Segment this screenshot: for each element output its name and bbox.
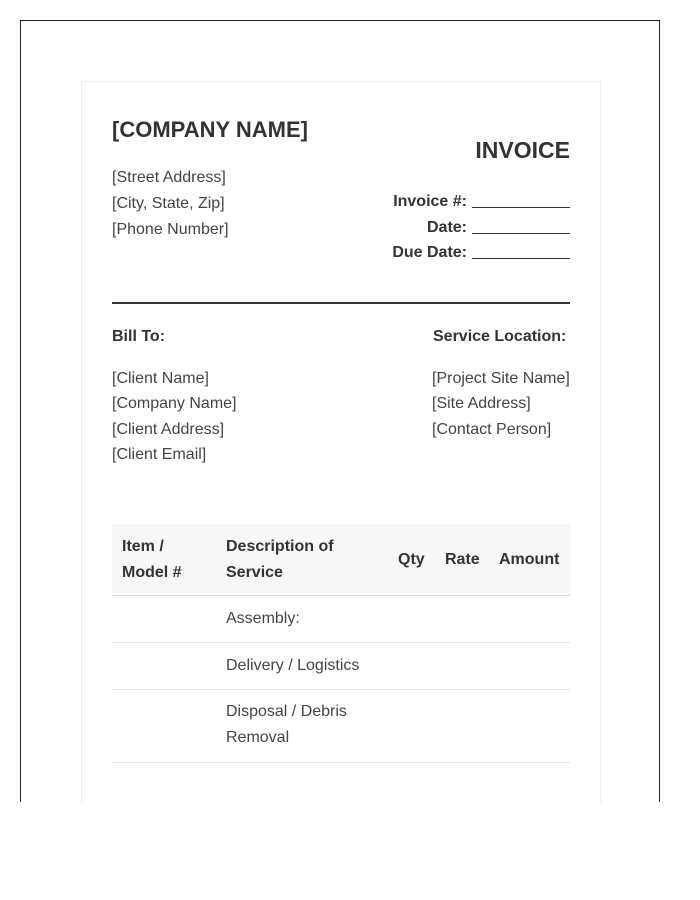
header-item-line1: Item / bbox=[122, 538, 164, 555]
company-street-address: [Street Address] bbox=[112, 169, 226, 186]
row-description bbox=[226, 699, 347, 751]
due-date-row bbox=[392, 244, 570, 262]
row-description: Assembly: bbox=[226, 610, 300, 627]
bill-to-client-email: [Client Email] bbox=[112, 446, 207, 463]
invoice-title: INVOICE bbox=[475, 137, 570, 163]
bill-to-company-name: [Company Name] bbox=[112, 395, 237, 412]
header-description bbox=[226, 534, 334, 586]
invoice-number-field[interactable] bbox=[472, 206, 570, 208]
service-project-site-name: [Project Site Name] bbox=[432, 370, 570, 387]
row-description-line2: Removal bbox=[226, 729, 290, 746]
table-row bbox=[112, 690, 570, 763]
header-rate: Rate bbox=[445, 551, 480, 568]
invoice-date-field[interactable] bbox=[472, 232, 570, 234]
header-divider bbox=[112, 302, 570, 304]
due-date-field[interactable] bbox=[472, 257, 570, 259]
header-amount: Amount bbox=[499, 551, 560, 568]
header-item-line2: Model # bbox=[122, 564, 182, 581]
company-name: [COMPANY NAME] bbox=[112, 117, 308, 142]
bill-to-client-address: [Client Address] bbox=[112, 421, 225, 438]
invoice-date-row bbox=[427, 219, 570, 237]
bill-to-client-name: [Client Name] bbox=[112, 370, 209, 387]
bill-to-heading: Bill To: bbox=[112, 328, 166, 345]
header-description-line2: Service bbox=[226, 564, 283, 581]
service-site-address: [Site Address] bbox=[432, 395, 531, 412]
header-qty: Qty bbox=[398, 551, 425, 568]
row-description: Delivery / Logistics bbox=[226, 657, 360, 674]
row-description-line1: Disposal / Debris bbox=[226, 703, 347, 720]
invoice-number-label: Invoice #: bbox=[393, 193, 467, 210]
company-city-state-zip: [City, State, Zip] bbox=[112, 195, 225, 212]
invoice-date-label: Date: bbox=[426, 219, 467, 236]
header-item-model bbox=[122, 534, 182, 586]
table-row bbox=[112, 596, 570, 643]
company-phone: [Phone Number] bbox=[112, 221, 229, 238]
line-items-table-header bbox=[112, 524, 570, 596]
table-row bbox=[112, 643, 570, 690]
service-location-heading: Service Location: bbox=[433, 328, 567, 345]
due-date-label: Due Date: bbox=[392, 244, 467, 261]
header-description-line1: Description of bbox=[226, 538, 334, 555]
service-contact-person: [Contact Person] bbox=[432, 421, 552, 438]
invoice-number-row bbox=[393, 193, 570, 211]
